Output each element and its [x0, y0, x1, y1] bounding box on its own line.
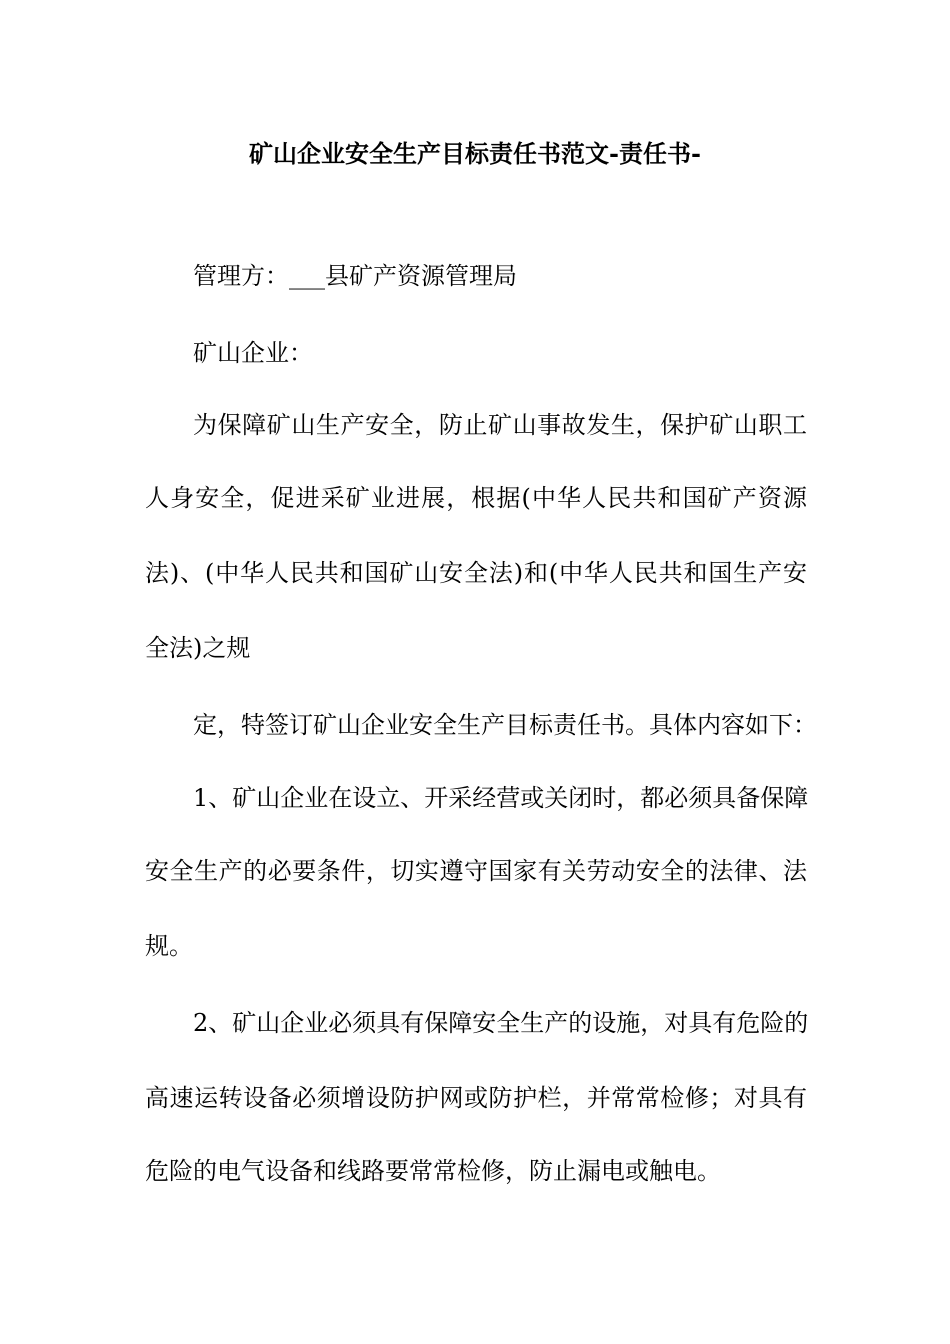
- paragraph-line: 全法)之规: [145, 634, 251, 662]
- paragraph-line: 安全生产的必要条件，切实遵守国家有关劳动安全的法律、法: [145, 857, 807, 885]
- paragraph-line: 危险的电气设备和线路要常常检修，防止漏电或触电。: [145, 1157, 721, 1185]
- paragraph-line: 1、矿山企业在设立、开采经营或关闭时，都必须具备保障: [193, 784, 809, 812]
- document-title: 矿山企业安全生产目标责任书范文-责任书-: [249, 139, 701, 168]
- paragraph-line: 高速运转设备必须增设防护网或防护栏，并常常检修；对具有: [145, 1084, 807, 1112]
- paragraph-line: 2、矿山企业必须具有保障安全生产的设施，对具有危险的: [193, 1009, 809, 1037]
- paragraph-line: 法)、(中华人民共和国矿山安全法)和(中华人民共和国生产安: [145, 559, 807, 587]
- manager-line: 管理方：___县矿产资源管理局: [193, 262, 517, 290]
- paragraph-line: 规。: [145, 932, 193, 960]
- paragraph-line: 为保障矿山生产安全，防止矿山事故发生，保护矿山职工: [193, 411, 807, 439]
- enterprise-line: 矿山企业：: [193, 339, 313, 367]
- paragraph-line: 人身安全，促进采矿业进展，根据(中华人民共和国矿产资源: [145, 484, 807, 512]
- paragraph-line: 定，特签订矿山企业安全生产目标责任书。具体内容如下：: [193, 711, 817, 739]
